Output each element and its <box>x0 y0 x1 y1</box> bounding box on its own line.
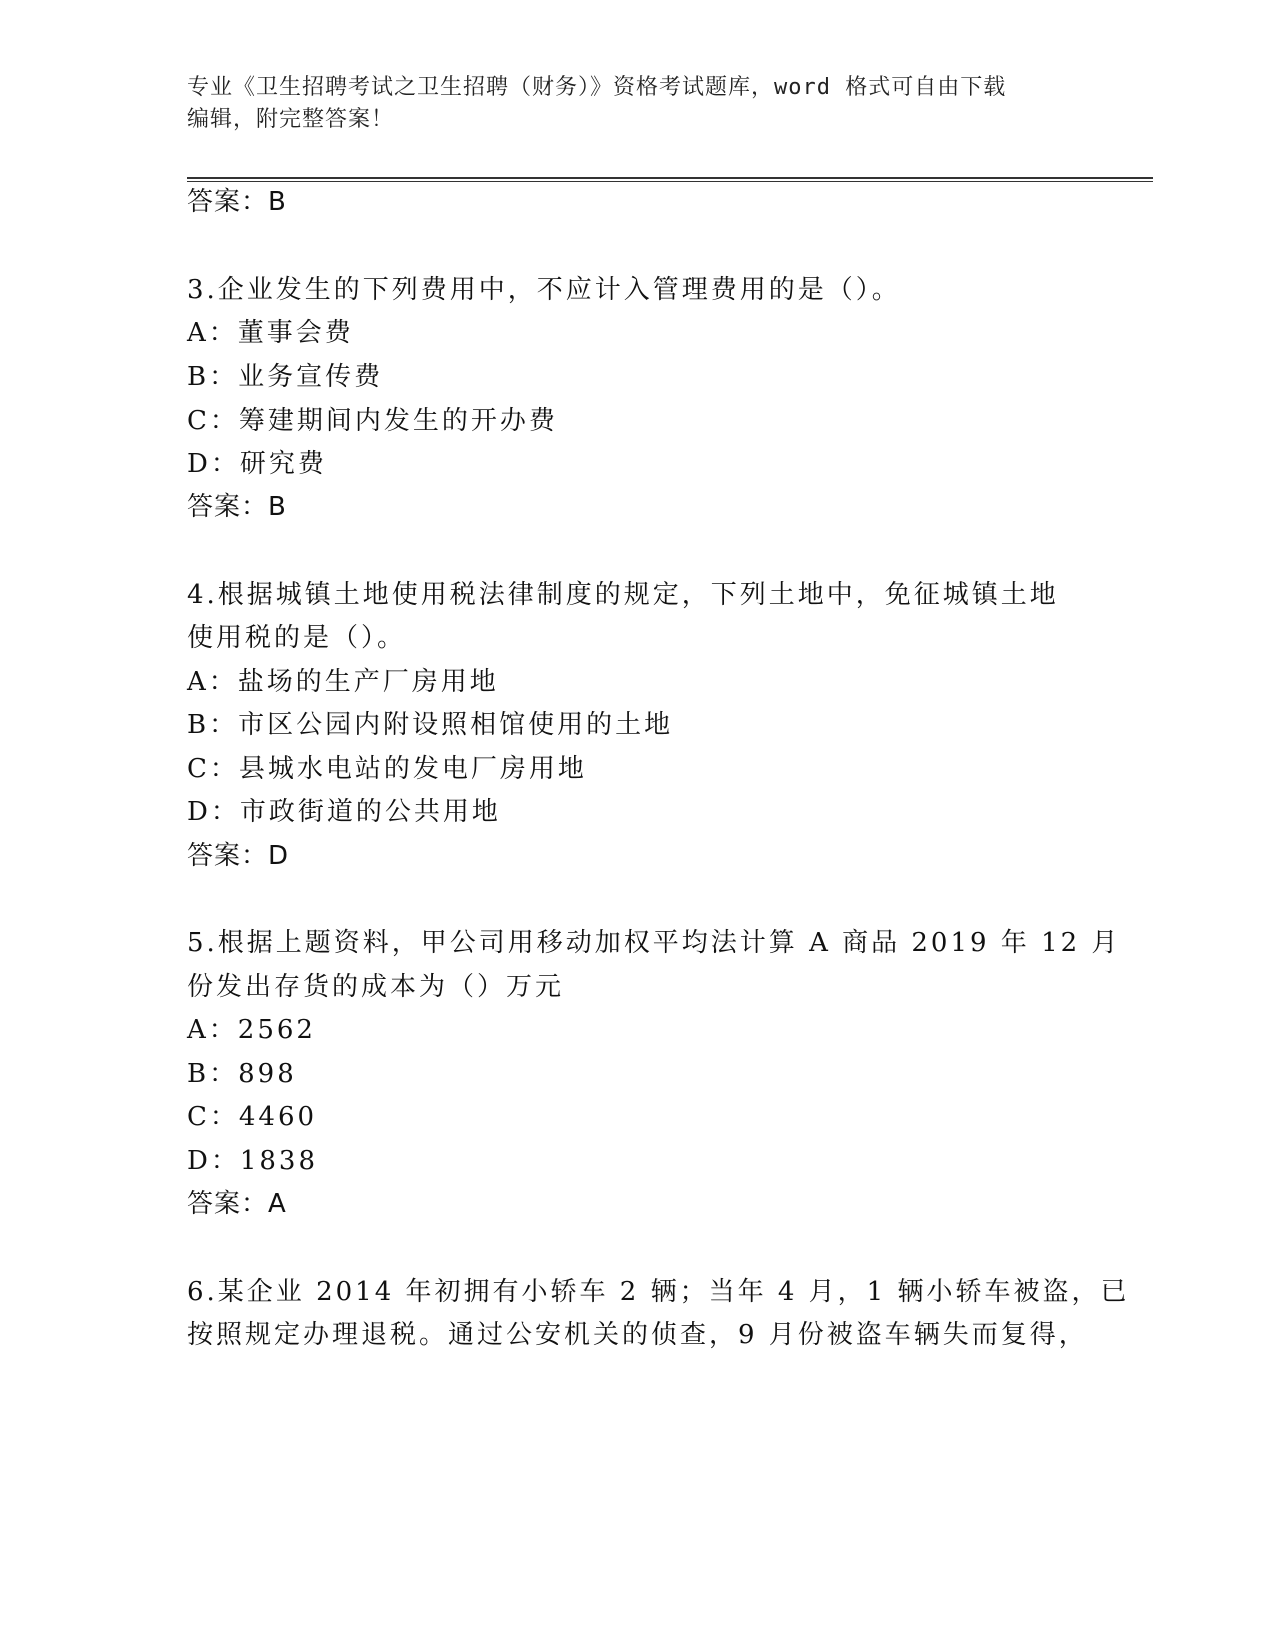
question-4-option-a: A：盐场的生产厂房用地 <box>187 667 499 697</box>
document-header <box>187 72 1067 136</box>
question-4-option-d: D：市政街道的公共用地 <box>187 797 501 827</box>
question-4-option-c: C：县城水电站的发电厂房用地 <box>187 754 587 784</box>
header-divider <box>187 177 1153 182</box>
question-5-option-d: D：1838 <box>187 1146 319 1176</box>
question-5-stem-line-1: 5.根据上题资料，甲公司用移动加权平均法计算 A 商品 2019 年 12 月 <box>187 928 1121 958</box>
header-line-1: 专业《卫生招聘考试之卫生招聘（财务）》资格考试题库，word 格式可自由下载 <box>187 75 1007 100</box>
question-5-stem-line-2: 份发出存货的成本为（）万元 <box>187 972 565 1002</box>
question-6-stem-line-2: 按照规定办理退税。通过公安机关的侦查，9 月份被盗车辆失而复得， <box>187 1320 1088 1350</box>
question-3-option-c: C：筹建期间内发生的开办费 <box>187 406 558 436</box>
question-4-answer: 答案：D <box>187 841 290 871</box>
question-5-option-b: B：898 <box>187 1059 297 1089</box>
answer-prev: 答案：B <box>187 187 287 217</box>
question-5-option-a: A：2562 <box>187 1015 316 1045</box>
question-3-answer: 答案：B <box>187 492 287 522</box>
question-3-stem-line-1: 3.企业发生的下列费用中，不应计入管理费用的是（）。 <box>187 275 901 305</box>
question-4-option-b: B：市区公园内附设照相馆使用的土地 <box>187 710 674 740</box>
question-3-option-b: B：业务宣传费 <box>187 362 384 392</box>
question-5-answer: 答案：A <box>187 1189 287 1219</box>
question-4-stem-line-1: 4.根据城镇土地使用税法律制度的规定，下列土地中，免征城镇土地 <box>187 580 1059 610</box>
question-5-option-c: C：4460 <box>187 1102 318 1132</box>
question-3-option-d: D：研究费 <box>187 449 327 479</box>
question-3-option-a: A：董事会费 <box>187 318 354 348</box>
question-4-stem-line-2: 使用税的是（）。 <box>187 623 407 653</box>
question-6-stem-line-1: 6.某企业 2014 年初拥有小轿车 2 辆；当年 4 月，1 辆小轿车被盗，已 <box>187 1277 1130 1307</box>
header-line-2: 编辑，附完整答案！ <box>187 107 395 132</box>
